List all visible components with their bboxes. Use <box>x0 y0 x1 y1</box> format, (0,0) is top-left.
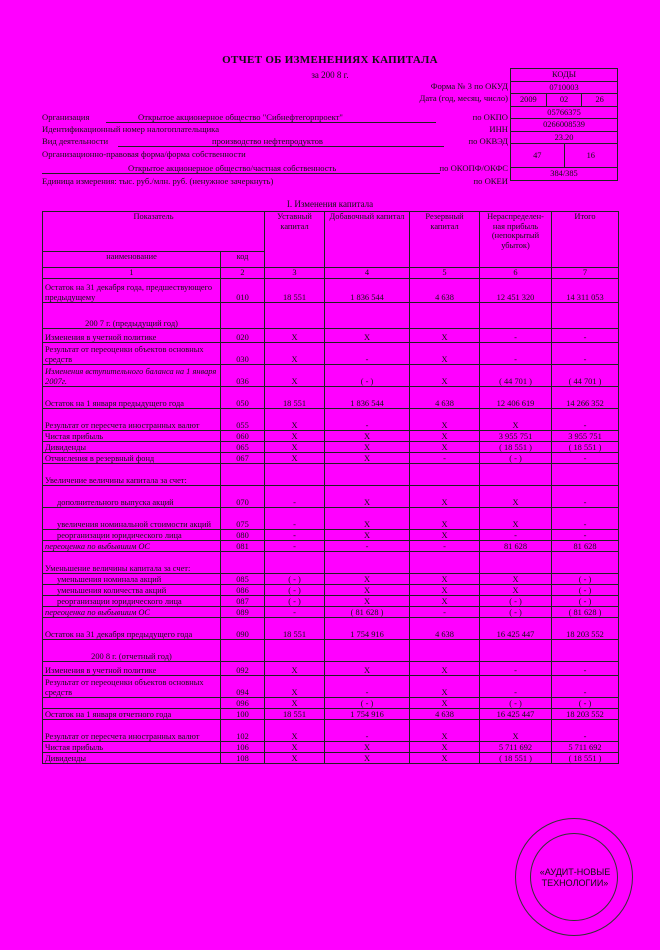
row-value-col7: - <box>552 662 619 676</box>
row-value-col5: - <box>410 607 480 618</box>
row-value-col6: ( - ) <box>480 453 552 464</box>
row-value-col5: X <box>410 574 480 585</box>
row-value-col7: ( - ) <box>552 596 619 607</box>
code-okfs: 16 <box>586 151 595 160</box>
row-code: 070 <box>221 486 265 508</box>
row-value-col5: X <box>410 431 480 442</box>
report-title: ОТЧЕТ ОБ ИЗМЕНЕНИЯХ КАПИТАЛА <box>222 54 438 66</box>
row-value-col6: 12 406 619 <box>480 387 552 409</box>
codes-box <box>510 68 618 181</box>
capital-changes-table <box>42 211 619 764</box>
row-label: Результат от переоценки объектов основных средств <box>43 676 221 698</box>
row-value-col4: - <box>325 343 410 365</box>
row-value-col4: 1 754 916 <box>325 618 410 640</box>
row-value-col6: - <box>480 343 552 365</box>
row-code: 108 <box>221 753 265 764</box>
row-label: Увеличение величины капитала за счет: <box>43 464 221 486</box>
row-value-col5: X <box>410 698 480 709</box>
row-value-col3: X <box>265 453 325 464</box>
table-row <box>43 442 619 453</box>
row-value-col6: ( 18 551 ) <box>480 442 552 453</box>
num-4: 4 <box>325 268 410 279</box>
row-value-col7: 81 628 <box>552 541 619 552</box>
row-label: Отчисления в резервный фонд <box>43 453 221 464</box>
row-value-col3: X <box>265 329 325 343</box>
code-okei: 384/385 <box>550 169 578 178</box>
row-value-col3: X <box>265 343 325 365</box>
row-label: Изменения вступительного баланса на 1 января 2007г. <box>43 365 221 387</box>
row-value-col6: X <box>480 486 552 508</box>
row-value-col4 <box>325 552 410 574</box>
code-okopf-okfs <box>511 144 617 168</box>
row-value-col3: 18 551 <box>265 279 325 303</box>
stamp-line-2: ТЕХНОЛОГИИ» <box>541 878 609 888</box>
row-value-col4: - <box>325 541 410 552</box>
header-code: код <box>221 252 265 268</box>
row-value-col7: - <box>552 676 619 698</box>
table-row <box>43 431 619 442</box>
row-value-col7 <box>552 640 619 662</box>
row-value-col7: ( - ) <box>552 574 619 585</box>
row-value-col4: - <box>325 720 410 742</box>
row-value-col6: - <box>480 676 552 698</box>
row-value-col4: X <box>325 431 410 442</box>
inn-label: Идентификационный номер налогоплательщика <box>42 124 220 134</box>
row-value-col5: X <box>410 720 480 742</box>
num-5: 5 <box>410 268 480 279</box>
row-value-col4: 1 836 544 <box>325 387 410 409</box>
row-label: Чистая прибыль <box>43 742 221 753</box>
row-code <box>221 640 265 662</box>
row-value-col4: X <box>325 329 410 343</box>
table-row <box>43 552 619 574</box>
table-row <box>43 698 619 709</box>
row-value-col4: 1 754 916 <box>325 709 410 720</box>
row-value-col3 <box>265 303 325 329</box>
row-value-col5: X <box>410 329 480 343</box>
activity-underline <box>118 146 444 147</box>
date-label: Дата (год, месяц, число) <box>419 93 508 103</box>
inn-short-label: ИНН <box>489 124 508 134</box>
row-value-col6: X <box>480 409 552 431</box>
row-code: 020 <box>221 329 265 343</box>
header-col7: Итого <box>552 212 619 268</box>
row-code: 087 <box>221 596 265 607</box>
row-value-col3 <box>265 640 325 662</box>
row-code: 050 <box>221 387 265 409</box>
row-label: Изменения в учетной политике <box>43 662 221 676</box>
table-row <box>43 303 619 329</box>
ownership-value: Открытое акционерное общество/частная собственность <box>128 163 337 173</box>
row-value-col5 <box>410 303 480 329</box>
codes-title: КОДЫ <box>511 69 617 82</box>
row-value-col5 <box>410 640 480 662</box>
row-value-col6: 16 425 447 <box>480 709 552 720</box>
code-date-day: 26 <box>595 95 604 104</box>
row-value-col6: ( - ) <box>480 698 552 709</box>
table-row <box>43 365 619 387</box>
org-value: Открытое акционерное общество "Сибнефтегорпроект" <box>138 112 343 122</box>
row-label: реорганизации юридического лица <box>43 530 221 541</box>
row-value-col7: 5 711 692 <box>552 742 619 753</box>
unit-label: Единица измерения: тыс. руб./млн. руб. (ненужное зачеркнуть) <box>42 176 274 186</box>
row-label: переоценка по выбывшим ОС <box>43 541 221 552</box>
code-okved: 23.20 <box>511 132 617 145</box>
code-date <box>511 94 617 107</box>
ownership-underline <box>42 173 440 174</box>
row-value-col4: ( - ) <box>325 698 410 709</box>
row-code: 081 <box>221 541 265 552</box>
row-value-col4 <box>325 640 410 662</box>
table-row <box>43 541 619 552</box>
row-value-col5: X <box>410 409 480 431</box>
table-row <box>43 486 619 508</box>
row-code: 086 <box>221 585 265 596</box>
row-code: 010 <box>221 279 265 303</box>
row-value-col3: - <box>265 530 325 541</box>
table-row <box>43 343 619 365</box>
table-row <box>43 453 619 464</box>
row-label: Уменьшение величины капитала за счет: <box>43 552 221 574</box>
row-value-col4: X <box>325 742 410 753</box>
row-value-col5: 4 638 <box>410 387 480 409</box>
row-value-col6 <box>480 303 552 329</box>
row-value-col3 <box>265 464 325 486</box>
header-col3: Уставный капитал <box>265 212 325 268</box>
table-row <box>43 508 619 530</box>
row-value-col7 <box>552 552 619 574</box>
row-code: 090 <box>221 618 265 640</box>
row-value-col4: X <box>325 508 410 530</box>
table-header-row <box>43 212 619 252</box>
row-value-col3: X <box>265 431 325 442</box>
table-row <box>43 662 619 676</box>
row-value-col6: ( 18 551 ) <box>480 753 552 764</box>
row-value-col3: X <box>265 742 325 753</box>
row-value-col3: - <box>265 607 325 618</box>
row-value-col7: 18 203 552 <box>552 618 619 640</box>
okpo-label: по ОКПО <box>472 112 508 122</box>
row-value-col6: X <box>480 508 552 530</box>
code-date-year: 2009 <box>511 94 547 106</box>
row-value-col4: X <box>325 442 410 453</box>
row-value-col7 <box>552 303 619 329</box>
row-label: переоценка по выбывшим ОС <box>43 607 221 618</box>
header-col4: Добавочный капитал <box>325 212 410 268</box>
activity-label: Вид деятельности <box>42 136 109 146</box>
row-code: 094 <box>221 676 265 698</box>
row-label: 200 7 г. (предыдущий год) <box>43 303 221 329</box>
table-row <box>43 742 619 753</box>
row-value-col3: X <box>265 409 325 431</box>
row-code: 030 <box>221 343 265 365</box>
row-value-col4 <box>325 303 410 329</box>
row-value-col5: X <box>410 676 480 698</box>
activity-value: производство нефтепродуктов <box>212 136 323 146</box>
row-value-col4: X <box>325 486 410 508</box>
okei-label: по ОКЕИ <box>473 176 508 186</box>
row-value-col3: ( - ) <box>265 585 325 596</box>
row-value-col5: X <box>410 442 480 453</box>
row-label: Дивиденды <box>43 753 221 764</box>
row-code: 036 <box>221 365 265 387</box>
auditor-stamp <box>515 818 633 936</box>
row-value-col7: ( 81 628 ) <box>552 607 619 618</box>
row-label: уменьшения номинала акций <box>43 574 221 585</box>
row-code: 102 <box>221 720 265 742</box>
row-value-col7: 18 203 552 <box>552 709 619 720</box>
okopf-label: по ОКОПФ/ОКФС <box>439 163 508 173</box>
row-value-col7: ( 18 551 ) <box>552 442 619 453</box>
row-value-col4: ( - ) <box>325 365 410 387</box>
table-row <box>43 530 619 541</box>
row-value-col3: X <box>265 753 325 764</box>
row-code <box>221 552 265 574</box>
row-label: Остаток на 31 декабря года, предшествующего предыдущему <box>43 279 221 303</box>
row-value-col5: 4 638 <box>410 618 480 640</box>
row-value-col6 <box>480 552 552 574</box>
row-value-col7: ( 44 701 ) <box>552 365 619 387</box>
row-value-col7: ( 18 551 ) <box>552 753 619 764</box>
row-label: Результат от пересчета иностранных валют <box>43 720 221 742</box>
org-label: Организация <box>42 112 90 122</box>
row-value-col4: X <box>325 585 410 596</box>
table-row <box>43 279 619 303</box>
row-value-col5: X <box>410 530 480 541</box>
row-value-col7: - <box>552 409 619 431</box>
header-indicator: Показатель <box>43 212 265 252</box>
row-value-col3: ( - ) <box>265 596 325 607</box>
row-value-col5: X <box>410 585 480 596</box>
row-value-col6: X <box>480 574 552 585</box>
row-value-col5: X <box>410 508 480 530</box>
num-6: 6 <box>480 268 552 279</box>
row-value-col5 <box>410 552 480 574</box>
ownership-label: Организационно-правовая форма/форма собственности <box>42 149 246 159</box>
row-value-col7: - <box>552 453 619 464</box>
table-row <box>43 409 619 431</box>
table-row <box>43 596 619 607</box>
table-row <box>43 607 619 618</box>
table-row <box>43 387 619 409</box>
row-value-col7: ( - ) <box>552 585 619 596</box>
row-value-col3: X <box>265 365 325 387</box>
code-okopf: 47 <box>511 144 565 167</box>
row-value-col3 <box>265 552 325 574</box>
num-7: 7 <box>552 268 619 279</box>
row-value-col6 <box>480 464 552 486</box>
row-code: 080 <box>221 530 265 541</box>
org-underline <box>106 122 436 123</box>
row-value-col5: X <box>410 343 480 365</box>
num-1: 1 <box>43 268 221 279</box>
table-row <box>43 329 619 343</box>
row-value-col4: X <box>325 453 410 464</box>
row-value-col5: X <box>410 596 480 607</box>
row-code: 092 <box>221 662 265 676</box>
row-label: Остаток на 1 января предыдущего года <box>43 387 221 409</box>
table-row <box>43 618 619 640</box>
row-value-col6: - <box>480 530 552 541</box>
row-value-col3: - <box>265 541 325 552</box>
stamp-line-1: «АУДИТ-НОВЫЕ <box>539 867 611 877</box>
row-value-col3: 18 551 <box>265 618 325 640</box>
row-value-col3: X <box>265 676 325 698</box>
row-value-col6: - <box>480 329 552 343</box>
row-value-col4: - <box>325 409 410 431</box>
row-value-col7: - <box>552 508 619 530</box>
row-code: 096 <box>221 698 265 709</box>
row-code: 065 <box>221 442 265 453</box>
row-code <box>221 464 265 486</box>
row-value-col6: 5 711 692 <box>480 742 552 753</box>
row-value-col6: X <box>480 585 552 596</box>
table-row <box>43 709 619 720</box>
row-value-col3: - <box>265 486 325 508</box>
row-value-col5 <box>410 464 480 486</box>
num-2: 2 <box>221 268 265 279</box>
row-label: Результат от переоценки объектов основных средств <box>43 343 221 365</box>
header-col5: Резервный капитал <box>410 212 480 268</box>
row-value-col6: 16 425 447 <box>480 618 552 640</box>
row-value-col5: 4 638 <box>410 279 480 303</box>
row-value-col5: - <box>410 541 480 552</box>
row-value-col3: X <box>265 662 325 676</box>
code-okpo: 05766375 <box>511 107 617 120</box>
row-value-col3: 18 551 <box>265 387 325 409</box>
code-date-month: 02 <box>547 94 583 106</box>
table-body <box>43 212 619 764</box>
row-value-col7: - <box>552 486 619 508</box>
row-value-col7: - <box>552 329 619 343</box>
row-value-col7: 14 266 352 <box>552 387 619 409</box>
row-code: 060 <box>221 431 265 442</box>
row-value-col5: X <box>410 753 480 764</box>
row-value-col7: 3 955 751 <box>552 431 619 442</box>
report-period: за 200 8 г. <box>311 70 349 80</box>
row-value-col7: ( - ) <box>552 698 619 709</box>
okved-label: по ОКВЭД <box>468 136 508 146</box>
row-value-col6: - <box>480 662 552 676</box>
row-value-col5: X <box>410 742 480 753</box>
row-label: увеличения номинальной стоимости акций <box>43 508 221 530</box>
row-value-col7: 14 311 053 <box>552 279 619 303</box>
row-label: уменьшения количества акций <box>43 585 221 596</box>
row-code: 055 <box>221 409 265 431</box>
code-inn: 0266008539 <box>511 119 617 132</box>
row-label: Чистая прибыль <box>43 431 221 442</box>
row-label: реорганизации юридического лица <box>43 596 221 607</box>
row-value-col4: ( 81 628 ) <box>325 607 410 618</box>
row-value-col6: 3 955 751 <box>480 431 552 442</box>
row-code <box>221 303 265 329</box>
code-okud: 0710003 <box>511 82 617 95</box>
row-value-col4: X <box>325 662 410 676</box>
row-label: Остаток на 31 декабря предыдущего года <box>43 618 221 640</box>
row-label <box>43 698 221 709</box>
row-value-col5: X <box>410 486 480 508</box>
row-value-col6: ( 44 701 ) <box>480 365 552 387</box>
row-code: 067 <box>221 453 265 464</box>
row-value-col5: - <box>410 453 480 464</box>
row-value-col7: - <box>552 720 619 742</box>
table-number-row <box>43 268 619 279</box>
row-value-col3: X <box>265 720 325 742</box>
num-3: 3 <box>265 268 325 279</box>
row-value-col5: X <box>410 662 480 676</box>
row-value-col6: ( - ) <box>480 596 552 607</box>
table-row <box>43 574 619 585</box>
row-value-col3: 18 551 <box>265 709 325 720</box>
row-code: 089 <box>221 607 265 618</box>
row-code: 106 <box>221 742 265 753</box>
table-row <box>43 720 619 742</box>
row-value-col7: - <box>552 343 619 365</box>
row-value-col3: X <box>265 698 325 709</box>
row-value-col7 <box>552 464 619 486</box>
row-value-col6 <box>480 640 552 662</box>
row-label: дополнительного выпуска акций <box>43 486 221 508</box>
row-value-col4: X <box>325 574 410 585</box>
row-value-col6: ( - ) <box>480 607 552 618</box>
row-value-col3: - <box>265 508 325 530</box>
table-row <box>43 676 619 698</box>
header-name: наименование <box>43 252 221 268</box>
row-value-col4 <box>325 464 410 486</box>
form-label: Форма № 3 по ОКУД <box>430 81 508 91</box>
row-label: Результат от пересчета иностранных валют <box>43 409 221 431</box>
row-value-col6: X <box>480 720 552 742</box>
header-col6: Нераспределен-ная прибыль (непокрытый убыток) <box>480 212 552 268</box>
row-value-col4: - <box>325 676 410 698</box>
row-value-col5: X <box>410 365 480 387</box>
table-row <box>43 753 619 764</box>
table-row <box>43 464 619 486</box>
row-label: Дивиденды <box>43 442 221 453</box>
row-value-col5: 4 638 <box>410 709 480 720</box>
row-value-col4: 1 836 544 <box>325 279 410 303</box>
row-label: Изменения в учетной политике <box>43 329 221 343</box>
row-code: 085 <box>221 574 265 585</box>
row-label: Остаток на 1 января отчетного года <box>43 709 221 720</box>
row-value-col4: X <box>325 753 410 764</box>
row-value-col4: X <box>325 530 410 541</box>
row-value-col4: X <box>325 596 410 607</box>
table-row <box>43 585 619 596</box>
row-value-col6: 81 628 <box>480 541 552 552</box>
table-row <box>43 640 619 662</box>
row-label: 200 8 г. (отчетный год) <box>43 640 221 662</box>
row-code: 075 <box>221 508 265 530</box>
row-code: 100 <box>221 709 265 720</box>
row-value-col6: 12 451 320 <box>480 279 552 303</box>
section-title: I. Изменения капитала <box>286 199 374 209</box>
row-value-col3: X <box>265 442 325 453</box>
row-value-col7: - <box>552 530 619 541</box>
row-value-col3: ( - ) <box>265 574 325 585</box>
stamp-text <box>516 867 634 889</box>
